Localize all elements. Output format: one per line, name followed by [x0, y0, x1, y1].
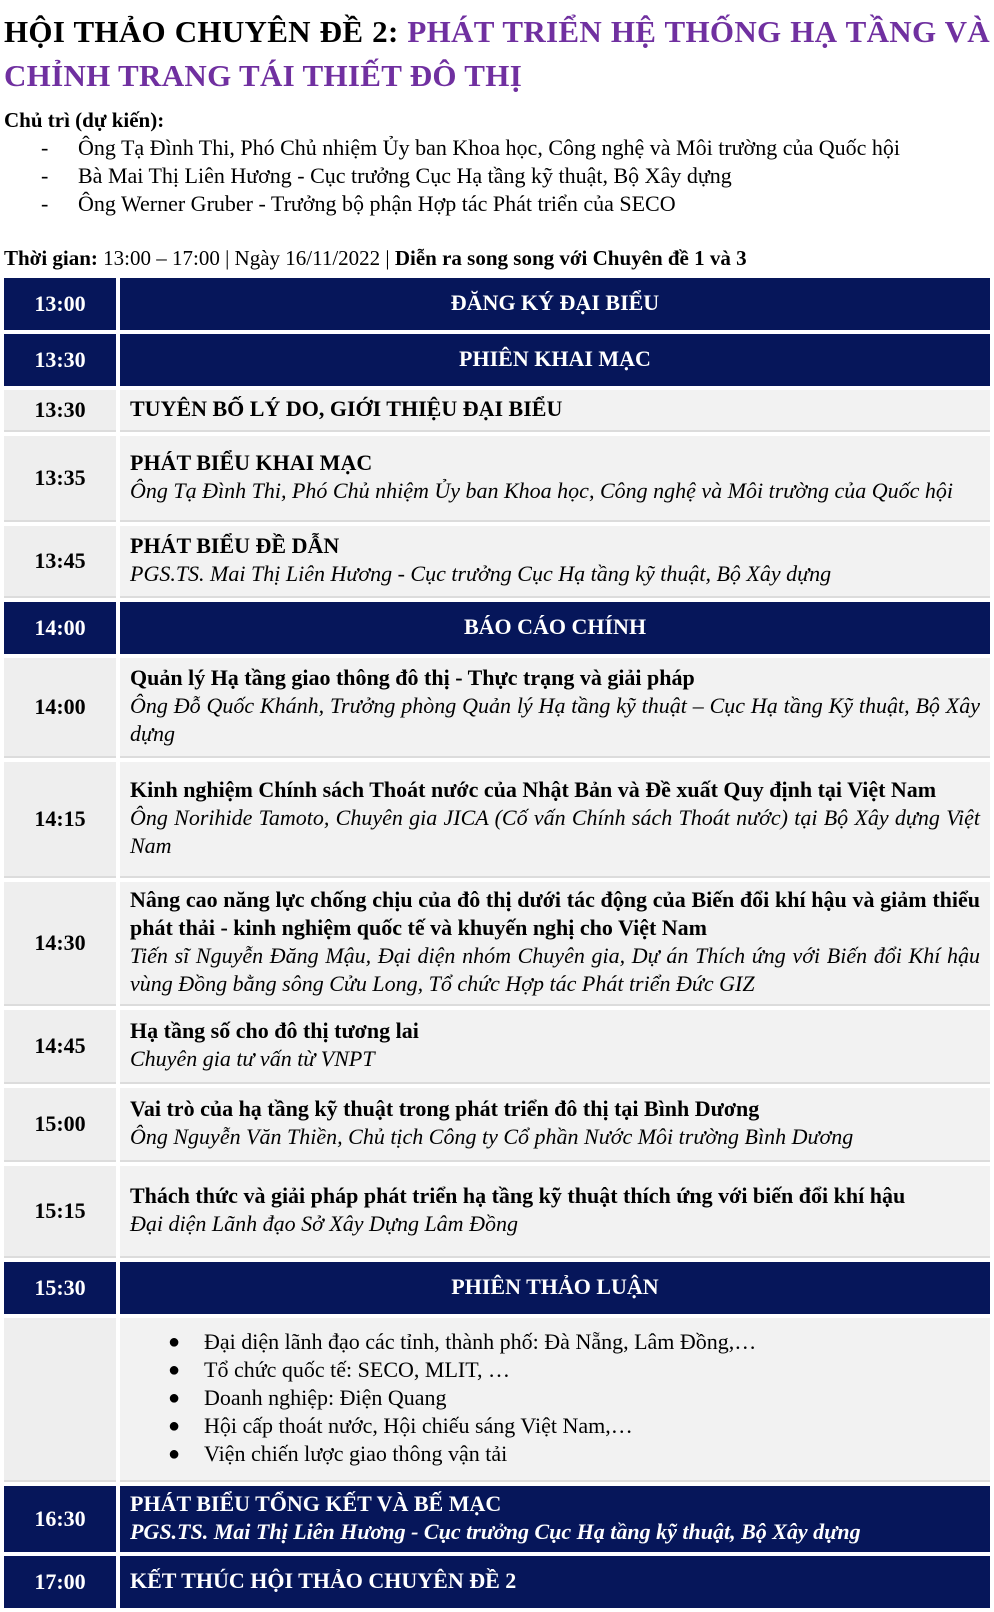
agenda-table	[0, 274, 994, 1612]
bullet-icon: ●	[168, 1331, 181, 1353]
agenda-time: 14:45	[4, 1010, 116, 1084]
agenda-item-title: PHÁT BIỂU ĐỀ DẪN	[130, 533, 340, 558]
agenda-row	[4, 882, 990, 1006]
bullet-icon: ●	[168, 1387, 181, 1409]
agenda-row	[4, 278, 990, 330]
time-line	[4, 244, 990, 272]
agenda-item-title: PHÁT BIỂU KHAI MẠC	[130, 450, 373, 475]
chairs-list	[4, 134, 990, 218]
agenda-time: 14:00	[4, 602, 116, 654]
chair-item: - Ông Tạ Đình Thi, Phó Chủ nhiệm Ủy ban Khoa học, Công nghệ và Môi trường của Quốc hội	[41, 135, 900, 160]
discussion-item: ● Tổ chức quốc tế: SECO, MLIT, …	[168, 1357, 511, 1382]
agenda-row	[4, 1088, 990, 1162]
agenda-time: 13:30	[4, 390, 116, 432]
agenda-time	[4, 1318, 116, 1482]
agenda-item-title: PHÁT BIỂU TỔNG KẾT VÀ BẾ MẠC	[130, 1491, 502, 1516]
agenda-item-title: KẾT THÚC HỘI THẢO CHUYÊN ĐỀ 2	[130, 1568, 517, 1593]
agenda-content	[120, 1166, 990, 1258]
agenda-item-title: Hạ tầng số cho đô thị tương lai	[130, 1018, 419, 1043]
agenda-content	[120, 1556, 990, 1608]
agenda-row	[4, 762, 990, 878]
agenda-time: 13:30	[4, 334, 116, 386]
agenda-content	[120, 1318, 990, 1482]
agenda-row	[4, 658, 990, 758]
agenda-row	[4, 436, 990, 522]
agenda-row	[4, 334, 990, 386]
agenda-item-title: Vai trò của hạ tầng kỹ thuật trong phát triển đô thị tại Bình Dương	[130, 1096, 760, 1121]
discussion-item: ● Doanh nghiệp: Điện Quang	[168, 1385, 447, 1410]
agenda-item-speaker: Ông Tạ Đình Thi, Phó Chủ nhiệm Ủy ban Khoa học, Công nghệ và Môi trường của Quốc hội	[130, 478, 954, 503]
agenda-row	[4, 1486, 990, 1552]
discussion-item: ● Viện chiến lược giao thông vận tải	[168, 1441, 508, 1466]
bullet-icon: ●	[168, 1415, 181, 1437]
bullet-icon: ●	[168, 1443, 181, 1465]
time-note: Diễn ra song song với Chuyên đề 1 và 3	[394, 246, 747, 270]
bullet-icon: ●	[168, 1359, 181, 1381]
chairs-label: Chủ trì (dự kiến):	[4, 108, 165, 132]
agenda-section-heading: PHIÊN KHAI MẠC	[120, 334, 990, 386]
agenda-content	[120, 882, 990, 1006]
title-prefix: HỘI THẢO CHUYÊN ĐỀ 2:	[4, 14, 408, 49]
agenda-row	[4, 1010, 990, 1084]
agenda-item-title: Kinh nghiệm Chính sách Thoát nước của Nhật Bản và Đề xuất Quy định tại Việt Nam	[130, 777, 937, 802]
agenda-item-speaker: Ông Đỗ Quốc Khánh, Trưởng phòng Quản lý Hạ tầng kỹ thuật – Cục Hạ tầng Kỹ thuật, Bộ Xây dựng	[130, 693, 980, 746]
agenda-time: 14:00	[4, 658, 116, 758]
agenda-item-speaker: PGS.TS. Mai Thị Liên Hương - Cục trưởng Cục Hạ tầng kỹ thuật, Bộ Xây dựng	[130, 1519, 861, 1544]
agenda-row	[4, 1166, 990, 1258]
agenda-row	[4, 390, 990, 432]
agenda-content	[120, 658, 990, 758]
agenda-item-title: Quản lý Hạ tầng giao thông đô thị - Thực trạng và giải pháp	[130, 665, 695, 690]
agenda-section-heading: ĐĂNG KÝ ĐẠI BIỂU	[120, 278, 990, 330]
agenda-item-speaker: Ông Norihide Tamoto, Chuyên gia JICA (Cố vấn Chính sách Thoát nước) tại Bộ Xây dựng Việt Nam	[130, 805, 980, 858]
agenda-item-speaker: Ông Nguyễn Văn Thiền, Chủ tịch Công ty Cổ phần Nước Môi trường Bình Dương	[130, 1124, 854, 1149]
agenda-item-title: Thách thức và giải pháp phát triển hạ tầng kỹ thuật thích ứng với biến đổi khí hậu	[130, 1183, 906, 1208]
chair-item: - Bà Mai Thị Liên Hương - Cục trưởng Cục Hạ tầng kỹ thuật, Bộ Xây dựng	[41, 163, 732, 188]
time-value: 13:00 – 17:00 | Ngày 16/11/2022 |	[97, 246, 395, 270]
agenda-content	[120, 1486, 990, 1552]
page-title	[4, 10, 990, 98]
agenda-row	[4, 1262, 990, 1314]
agenda-time: 17:00	[4, 1556, 116, 1608]
agenda-time: 13:35	[4, 436, 116, 522]
title-accent: PHÁT TRIỂN HỆ THỐNG HẠ TẦNG VÀ CHỈNH TRANG TÁI THIẾT ĐÔ THỊ	[4, 14, 990, 93]
chair-item: - Ông Werner Gruber - Trưởng bộ phận Hợp tác Phát triển của SECO	[41, 191, 676, 216]
agenda-content	[120, 390, 990, 432]
agenda-item-speaker: PGS.TS. Mai Thị Liên Hương - Cục trưởng Cục Hạ tầng kỹ thuật, Bộ Xây dựng	[130, 561, 832, 586]
agenda-content	[120, 1010, 990, 1084]
agenda-time: 16:30	[4, 1486, 116, 1552]
agenda-time: 15:30	[4, 1262, 116, 1314]
agenda-time: 13:45	[4, 526, 116, 598]
agenda-time: 13:00	[4, 278, 116, 330]
agenda-section-heading: BÁO CÁO CHÍNH	[120, 602, 990, 654]
agenda-time: 14:30	[4, 882, 116, 1006]
agenda-item-title: Nâng cao năng lực chống chịu của đô thị dưới tác động của Biến đổi khí hậu và giảm thiểu phát thải - kinh nghiệm quốc tế và khuyến nghị cho Việt Nam	[130, 887, 980, 940]
agenda-section-heading: PHIÊN THẢO LUẬN	[120, 1262, 990, 1314]
agenda-item-speaker: Chuyên gia tư vấn từ VNPT	[130, 1046, 375, 1071]
agenda-content	[120, 1088, 990, 1162]
discussion-item: ● Đại diện lãnh đạo các tỉnh, thành phố: Đà Nẵng, Lâm Đồng,…	[168, 1329, 757, 1354]
agenda-item-title: TUYÊN BỐ LÝ DO, GIỚI THIỆU ĐẠI BIỂU	[130, 396, 563, 421]
discussion-item: ● Hội cấp thoát nước, Hội chiếu sáng Việt Nam,…	[168, 1413, 633, 1438]
agenda-content	[120, 436, 990, 522]
agenda-page	[4, 0, 990, 1612]
agenda-row	[4, 1556, 990, 1608]
agenda-content	[120, 762, 990, 878]
agenda-time: 15:15	[4, 1166, 116, 1258]
time-label: Thời gian:	[4, 246, 98, 270]
agenda-time: 14:15	[4, 762, 116, 878]
agenda-item-speaker: Tiến sĩ Nguyễn Đăng Mậu, Đại diện nhóm Chuyên gia, Dự án Thích ứng với Biến đổi Khí hậu vùng Đồng bằng sông Cửu Long, Tổ chức Hợp tác Phát triển Đức GIZ	[130, 943, 980, 996]
agenda-row	[4, 602, 990, 654]
discussion-list	[130, 1328, 980, 1468]
agenda-content	[120, 526, 990, 598]
agenda-time: 15:00	[4, 1088, 116, 1162]
agenda-row	[4, 526, 990, 598]
agenda-row	[4, 1318, 990, 1482]
agenda-item-speaker: Đại diện Lãnh đạo Sở Xây Dựng Lâm Đồng	[130, 1211, 518, 1236]
